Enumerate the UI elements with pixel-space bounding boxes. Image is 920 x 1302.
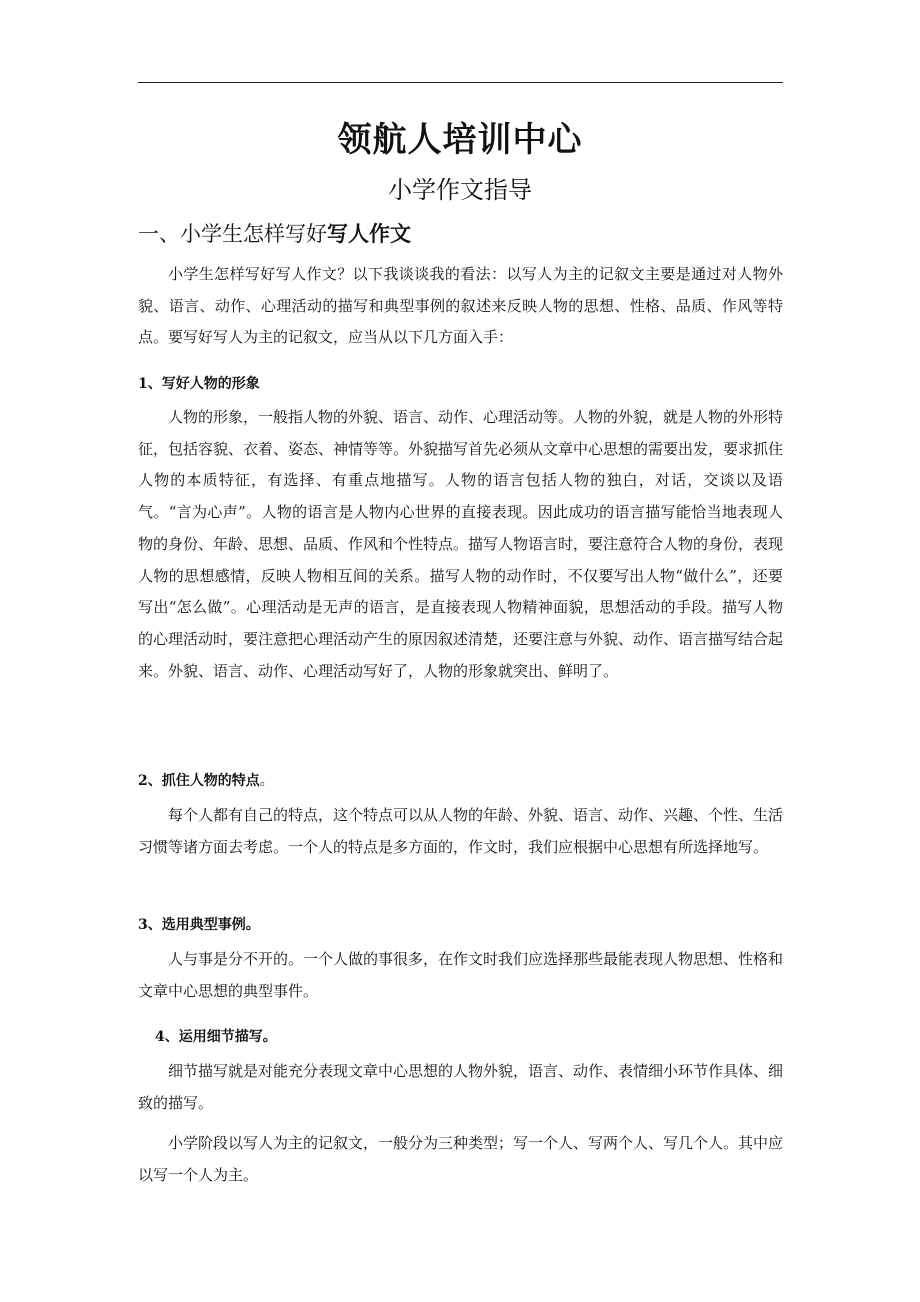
- closing-paragraph: 小学阶段以写人为主的记叙文，一般分为三种类型；写一个人、写两个人、写几个人。其中应以写一个人为主。: [138, 1134, 784, 1184]
- section-heading: [138, 218, 411, 248]
- document-subtitle: 小学作文指导: [388, 176, 532, 204]
- point2-title: [138, 770, 274, 790]
- point3-paragraph: 人与事是分不开的。一个人做的事很多，在作文时我们应选择那些最能表现人物思想、性格和文章中心思想的典型事件。: [138, 950, 784, 1000]
- point2-title-text: 2、抓住人物的特点: [138, 773, 260, 789]
- section-heading-prefix: 一、小学生怎样写好: [138, 222, 327, 246]
- point4-title: 4、运用细节描写。: [155, 1029, 277, 1045]
- point2-paragraph: 每个人都有自己的特点，这个特点可以从人物的年龄、外貌、语言、动作、兴趣、个性、生活习惯等诸方面去考虑。一个人的特点是多方面的，作文时，我们应根据中心思想有所选择地写。: [138, 806, 784, 856]
- point1-paragraph: 人物的形象，一般指人物的外貌、语言、动作、心理活动等。人物的外貌，就是人物的外形特征，包括容貌、衣着、姿态、神情等等。外貌描写首先必须从文章中心思想的需要出发，要求抓住人物的本质特征，有选择、有重点地描写。人物的语言包括人物的独白，对话，交谈以及语气。“言为心声”。人物的语言是人物内心世界的直接表现。因此成功的语言描写能恰当地表现人物的身份、年龄、思想、品质、作风和个性特点。描写人物语言时，要注意符合人物的身份，表现人物的思想感情，反映人物相互间的关系。描写人物的动作时，不仅要写出人物“做什么”，还要写出“怎么做”。心理活动是无声的语言，是直接表现人物精神面貌，思想活动的手段。描写人物的心理活动时，要注意把心理活动产生的原因叙述清楚，还要注意与外貌、动作、语言描写结合起来。外貌、语言、动作、心理活动写好了，人物的形象就突出、鲜明了。: [138, 408, 784, 680]
- section-heading-emphasis: 写人作文: [327, 221, 411, 246]
- point4-paragraph: 细节描写就是对能充分表现文章中心思想的人物外貌，语言、动作、表情细小环节作具体、细致的描写。: [138, 1062, 784, 1112]
- header-rule: [138, 82, 783, 83]
- point3-title: 3、选用典型事例。: [138, 917, 260, 933]
- document-title: 领航人培训中心: [337, 120, 583, 160]
- point2-title-period: 。: [259, 773, 274, 789]
- point1-title: 1、写好人物的形象: [138, 376, 260, 392]
- intro-paragraph: 小学生怎样写好写人作文？以下我谈谈我的看法：以写人为主的记叙文主要是通过对人物外貌、语言、动作、心理活动的描写和典型事例的叙述来反映人物的思想、性格、品质、作风等特点。要写好写人为主的记叙文，应当从以下几方面入手：: [138, 265, 783, 347]
